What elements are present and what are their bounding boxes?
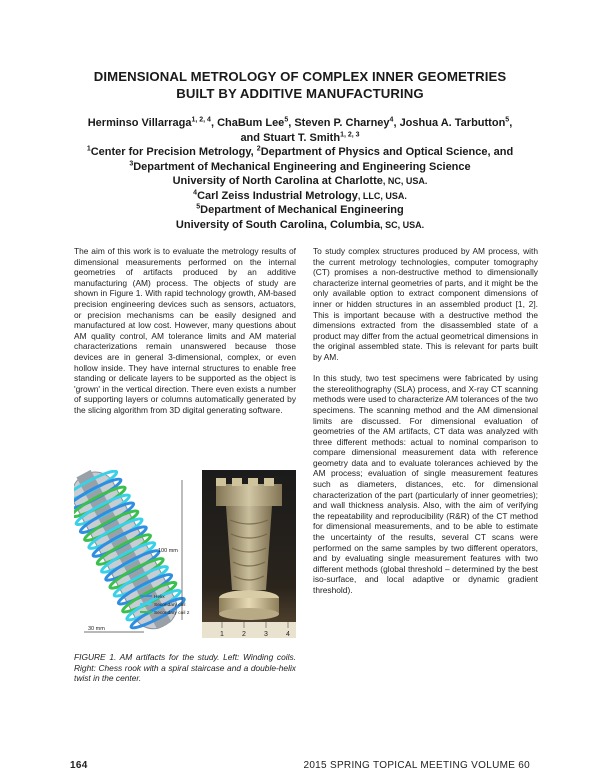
affiliation-text: Carl Zeiss Industrial Metrology (197, 189, 358, 202)
affiliation-mark: 1 (86, 145, 91, 153)
page-number: 164 (70, 760, 88, 771)
winding-coils-image (74, 470, 198, 638)
affiliation-line (40, 174, 560, 189)
figure-caption: FIGURE 1. AM artifacts for the study. Left: Winding coils. Right: Chess rook with a spiral staircase and a double-helix twist in the center. (74, 652, 296, 684)
affiliation-text: University of South Carolina, Columbia (175, 218, 381, 231)
left-column (74, 246, 296, 426)
meeting-footer: 2015 SPRING TOPICAL MEETING VOLUME 60 (303, 760, 530, 771)
figure-1 (74, 470, 296, 648)
affiliation-line (40, 189, 560, 204)
author-affiliation-mark: 1, 2, 4 (191, 116, 211, 124)
affiliation-line (40, 203, 560, 218)
body-paragraph: The aim of this work is to evaluate the metrology results of dimensional measurements performed on the internal geometries of artifacts produced by an additive manufacturing (AM) process. The objects of study are shown in Figure 1. With rapid technology growth, AM-based precision engineering devices such as sensors, actuators, or precision mechanisms can be easily designed and manufactured at low cost. However, many questions about AM quality control, AM tolerance limits and AM material characterizations remain unanswered because those devices are in general 3-dimensional, complex, or even hollow inside. They have internal structures to enable free standing or delicate layers to be supported as the object is 'grown' in the vertical direction. There even exists a number of supporting layers or columns automatically generated by the slicing algorithm from 3D digital generating software. (74, 246, 296, 415)
dimension-label-100: 100 mm (158, 548, 178, 554)
author-name: Steven P. Charney (294, 117, 390, 129)
affiliation-text: Department of Mechanical Engineering (200, 204, 404, 217)
author-affiliation-mark: 5 (284, 116, 289, 124)
affiliation-text: Department of Physics and Optical Science, and (260, 146, 514, 158)
ruler-label: 2 (242, 631, 246, 638)
affiliation-text: Department of Mechanical Engineering and Engineering Science (133, 160, 471, 173)
body-paragraph: In this study, two test specimens were fabricated by using the stereolithography (SLA) process, and X-ray CT scanning methods were used to characterize AM tolerances of the two specimens. The scanning method and the AM dimensional limits are discussed. For dimensional evaluation of geometries of the AM artifacts, CT data was analyzed with three different methods: actual to nominal comparison to compare dimensional measurement data with reference geometry data and to evaluate tolerances achieved by the AM process; evaluation of single measurement features such as diameters, distances, etc. for dimensional characterization of the part (particularly of inner geometries); and wall thickness analysis. Also, with the aim of verifying the repeatability and reproducibility (R&R) of the CT method for dimensional measurements, and to be able to estimate the uncertainty of the results, several CT scans were performed on the same samples by two different operators, and by evaluating single measurement features with two different methods (global threshold – determined by the best iso-surface, and local adaptive or dynamic gradient threshold). (313, 373, 538, 595)
affiliation-mark: 2 (256, 145, 261, 153)
chess-rook-photo (202, 470, 296, 638)
author-name: Herminso Villarraga (87, 117, 192, 129)
author-line-1: Herminso Villarraga$^{1, 2, 4}$, ChaBum Lee$^5$, Steven P. Charney$^4$, Joshua A. Tarbutton$^5$, (87, 116, 513, 129)
right-column (313, 246, 538, 606)
affiliation-mark: 4 (193, 189, 198, 197)
author-name: Joshua A. Tarbutton (399, 117, 506, 129)
ruler-label: 3 (264, 631, 268, 638)
affiliation-mark: 3 (129, 159, 134, 167)
legend-label: Secondary coil 2 (154, 611, 190, 616)
legend-label: Helix (154, 595, 165, 600)
author-affiliation-mark: 1, 2, 3 (340, 131, 360, 139)
title-line-1: DIMENSIONAL METROLOGY OF COMPLEX INNER GEOMETRIES (93, 69, 507, 84)
author-affiliation-mark: 4 (389, 116, 394, 124)
measuring-ruler (202, 622, 296, 638)
author-line-2: and Stuart T. Smith$^{1, 2, 3}$ (240, 131, 360, 144)
author-name: ChaBum Lee (217, 117, 285, 129)
chess-rook-image (202, 470, 296, 638)
affiliation-line (40, 218, 560, 233)
author-affiliation-mark: 5 (505, 116, 510, 124)
winding-coils-render (74, 470, 198, 638)
affiliation-line (40, 160, 560, 175)
title-line-2: BUILT BY ADDITIVE MANUFACTURING (176, 86, 424, 101)
affiliation-text: Center for Precision Metrology, (90, 146, 257, 158)
author-name: Stuart T. Smith (263, 132, 341, 144)
affiliation-text: University of North Carolina at Charlotte (172, 175, 383, 188)
affiliation-mark: 5 (196, 203, 201, 211)
affiliation-list (40, 145, 560, 233)
ruler-label: 1 (220, 631, 224, 638)
legend-label: Secondary coil (154, 603, 186, 608)
body-paragraph: To study complex structures produced by AM process, with the current metrology technologies, computer tomography (CT) promises a non-destructive method to dimensionally characterize internal geometries of parts, and it might be the only available option to extract component dimensions of inner or hidden structures in an assembled product [1, 2]. This is important because with a destructive method the dimensions extracted from the disassembled state of a product may differ from the actual geometrical dimensions in the original assembled state. This is relevant for parts built by AM. (313, 246, 538, 362)
author-list (40, 116, 560, 146)
paper-title (40, 68, 560, 102)
ruler-label: 4 (286, 631, 290, 638)
dimension-label-30: 30 mm (88, 626, 105, 632)
affiliation-line (40, 145, 560, 160)
affiliation-location: , SC, USA. (380, 219, 425, 230)
affiliation-location: , LLC, USA. (357, 190, 407, 201)
affiliation-location: , NC, USA. (382, 176, 428, 187)
